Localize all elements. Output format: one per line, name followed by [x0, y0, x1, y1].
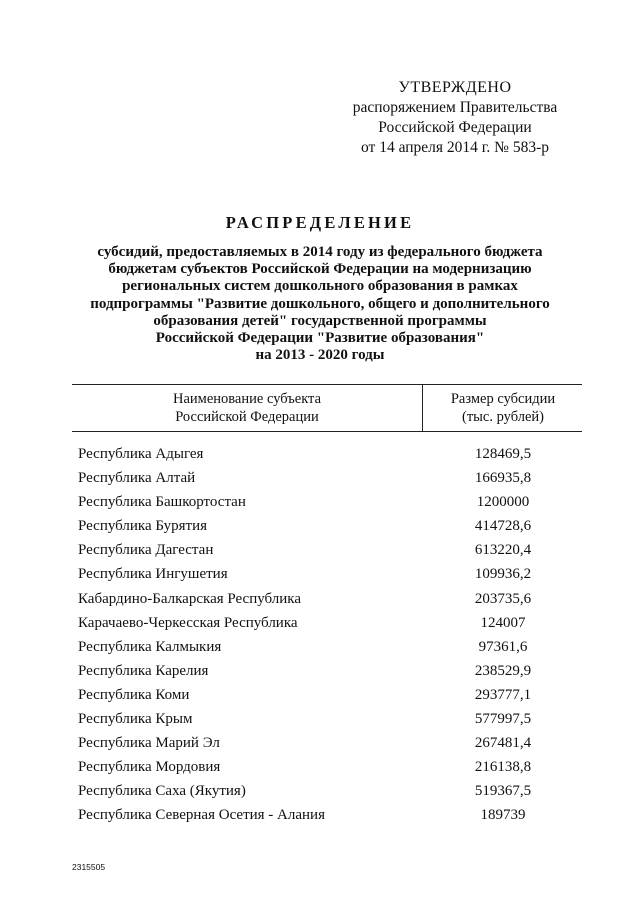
header-amount-line-2: (тыс. рублей)	[462, 409, 544, 425]
table-header-rule	[72, 431, 582, 432]
subsidy-value: 238529,9	[474, 662, 532, 679]
table-row	[72, 707, 582, 731]
table-row	[72, 466, 582, 490]
subject-name: Республика Бурятия	[78, 518, 208, 535]
table-row	[72, 562, 582, 586]
subsidy-value: 203735,6	[474, 590, 532, 607]
subsidy-value: 216138,8	[474, 759, 532, 776]
subtitle-line: Российской Федерации "Развитие образования"	[155, 330, 485, 347]
table-row	[72, 659, 582, 683]
subsidy-value: 109936,2	[474, 566, 532, 583]
subject-name: Республика Марий Эл	[78, 735, 220, 752]
subtitle-line: образования детей" государственной программы	[153, 312, 487, 329]
subject-name: Республика Ингушетия	[78, 566, 228, 583]
header-subsidy-amount	[424, 390, 582, 426]
subsidy-value: 267481,4	[474, 735, 532, 752]
subsidy-value: 613220,4	[474, 542, 532, 559]
subject-name: Республика Адыгея	[78, 446, 204, 462]
table-row	[72, 635, 582, 659]
subsidy-value: 97361,6	[478, 638, 528, 655]
table-row	[72, 779, 582, 803]
table-row	[72, 514, 582, 538]
subject-name: Республика Калмыкия	[78, 638, 222, 655]
subsidy-value: 577997,5	[474, 711, 532, 728]
header-subject-name	[72, 390, 422, 426]
document-title: РАСПРЕДЕЛЕНИЕ	[225, 213, 415, 232]
table-row	[72, 683, 582, 707]
document-code: 2315505	[72, 862, 106, 872]
subtitle-line: региональных систем дошкольного образования в рамках	[122, 278, 518, 295]
subject-name: Республика Карелия	[78, 662, 209, 679]
approval-heading: УТВЕРЖДЕНО	[398, 79, 512, 96]
subject-name: Карачаево-Черкесская Республика	[78, 614, 298, 631]
table-row	[72, 611, 582, 635]
document-subtitle	[40, 244, 600, 364]
subject-name: Республика Мордовия	[78, 759, 221, 776]
subtitle-line: бюджетам субъектов Российской Федерации на модернизацию	[108, 261, 532, 278]
table-row	[72, 442, 582, 466]
subsidy-value: 166935,8	[474, 470, 532, 487]
header-amount-line-1: Размер субсидии	[450, 391, 556, 407]
subject-name: Республика Коми	[78, 686, 190, 703]
approval-line-1: распоряжением Правительства	[352, 99, 558, 116]
table-row	[72, 731, 582, 755]
subsidy-table	[72, 384, 582, 828]
approval-block	[330, 78, 580, 158]
subtitle-line: на 2013 - 2020 годы	[255, 347, 385, 364]
table-header	[72, 385, 582, 431]
table-body	[72, 442, 582, 828]
table-row	[72, 538, 582, 562]
approval-line-3: от 14 апреля 2014 г. № 583-р	[361, 139, 549, 156]
subtitle-line: субсидий, предоставляемых в 2014 году из федерального бюджета	[97, 244, 543, 260]
subsidy-value: 1200000	[476, 494, 530, 511]
approval-line-2: Российской Федерации	[378, 119, 532, 136]
subsidy-value: 124007	[480, 614, 526, 631]
subsidy-value: 414728,6	[474, 518, 532, 535]
table-row	[72, 755, 582, 779]
subsidy-value: 293777,1	[474, 686, 532, 703]
subject-name: Республика Северная Осетия - Алания	[78, 807, 325, 824]
subject-name: Республика Алтай	[78, 470, 196, 487]
subsidy-value: 189739	[480, 807, 526, 824]
table-row	[72, 803, 582, 827]
subject-name: Кабардино-Балкарская Республика	[78, 590, 302, 607]
subject-name: Республика Дагестан	[78, 542, 214, 559]
subject-name: Республика Саха (Якутия)	[78, 783, 246, 800]
header-subject-line-2: Российской Федерации	[175, 409, 319, 425]
subtitle-line: подпрограммы "Развитие дошкольного, общего и дополнительного	[90, 295, 550, 312]
subsidy-value: 519367,5	[474, 783, 532, 800]
header-divider	[422, 385, 423, 431]
subsidy-value: 128469,5	[474, 446, 532, 462]
table-row	[72, 490, 582, 514]
subject-name: Республика Башкортостан	[78, 494, 246, 511]
subject-name: Республика Крым	[78, 711, 193, 728]
header-subject-line-1: Наименование субъекта	[172, 391, 322, 407]
table-row	[72, 587, 582, 611]
